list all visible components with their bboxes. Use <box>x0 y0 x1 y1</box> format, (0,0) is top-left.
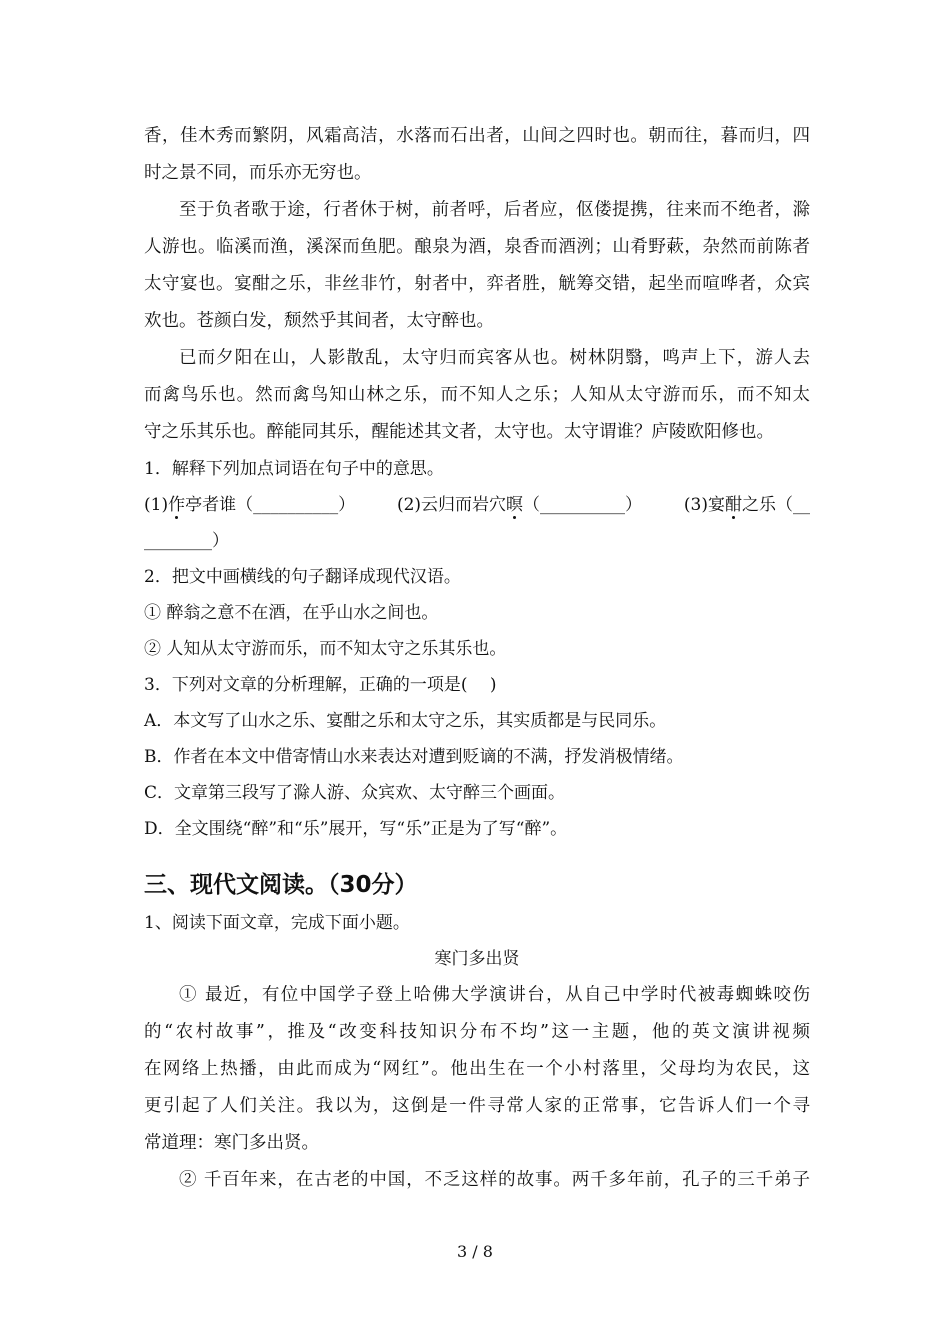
page-content <box>144 118 810 1199</box>
article-line: 常道理：寒门多出贤。 <box>144 1133 319 1153</box>
dotted-word: 暝 <box>506 495 524 515</box>
question-2-sentence-2: ② 人知从太守游而乐，而不知太守之乐其乐也。 <box>144 639 507 659</box>
item-text: (2)云归而岩穴 <box>396 495 507 515</box>
question-1-stem: 1．解释下列加点词语在句子中的意思。 <box>144 459 444 479</box>
dotted-word: 作 <box>168 495 186 515</box>
article-line: 的“农村故事”，推及“改变科技知识分布不均”这一主题，他的英文演讲视频 <box>144 1022 810 1042</box>
question-1-item-2 <box>397 487 642 523</box>
article-line: ② 千百年来，在古老的中国，不乏这样的故事。两千多年前，孔子的三千弟子 <box>179 1170 810 1190</box>
article-line: 更引起了人们关注。我以为，这倒是一件寻常人家的正常事，它告诉人们一个寻 <box>144 1096 810 1116</box>
section-title: 三、现代文阅读。（30分） <box>144 872 418 898</box>
passage-line: 而禽鸟乐也。然而禽鸟知山林之乐，而不知人之乐；人知从太守游而乐，而不知太 <box>144 385 810 405</box>
passage-line: 太守宴也。宴酣之乐，非丝非竹，射者中，弈者胜，觥筹交错，起坐而喧哗者，众宾 <box>144 274 810 294</box>
question-2-stem: 2．把文中画横线的句子翻译成现代汉语。 <box>144 567 461 587</box>
question-1-item-3 <box>684 487 810 523</box>
option-b: B．作者在本文中借寄情山水来表达对遭到贬谪的不满，抒发消极情绪。 <box>144 747 684 767</box>
page-number: 3 / 8 <box>457 1242 493 1261</box>
question-1-item-1 <box>144 487 355 523</box>
option-a: A．本文写了山水之乐、宴酣之乐和太守之乐，其实质都是与民同乐。 <box>144 711 667 731</box>
article-line: ① 最近，有位中国学子登上哈佛大学演讲台，从自己中学时代被毒蜘蛛咬伤 <box>179 985 810 1005</box>
option-d: D．全文围绕“醉”和“乐”展开，写“乐”正是为了写“醉”。 <box>144 819 568 839</box>
item-text: (3)宴 <box>683 495 725 515</box>
passage-line: 欢也。苍颜白发，颓然乎其间者，太守醉也。 <box>144 311 494 331</box>
question-2-sentence-1: ① 醉翁之意不在酒，在乎山水之间也。 <box>144 603 439 623</box>
section-instruction: 1、阅读下面文章，完成下面小题。 <box>144 913 410 933</box>
item-label: (1) <box>144 495 169 515</box>
option-c: C．文章第三段写了滁人游、众宾欢、太守醉三个画面。 <box>144 783 566 803</box>
article-line: 在网络上热播，由此而成为“网红”。他出生在一个小村落里，父母均为农民，这 <box>144 1059 810 1079</box>
passage-line: 已而夕阳在山，人影散乱，太守归而宾客从也。树林阴翳，鸣声上下，游人去 <box>179 348 810 368</box>
passage-line: 人游也。临溪而渔，溪深而鱼肥。酿泉为酒，泉香而酒洌；山肴野蔌，杂然而前陈者 <box>144 237 810 257</box>
article-title: 寒门多出贤 <box>434 949 520 969</box>
item-text: （__________） <box>523 495 643 515</box>
passage-line: 香，佳木秀而繁阴，风霜高洁，水落而石出者，山间之四时也。朝而往，暮而归，四 <box>144 126 810 146</box>
passage-line: 时之景不同，而乐亦无穷也。 <box>144 163 372 183</box>
passage-line: 守之乐其乐也。醉能同其乐，醒能述其文者，太守也。太守谓谁？庐陵欧阳修也。 <box>144 422 774 442</box>
item-text: 亭者谁（__________） <box>185 495 356 515</box>
passage-line: 至于负者歌于途，行者休于树，前者呼，后者应，伛偻提携，往来而不绝者，滁 <box>179 200 810 220</box>
question-3-stem: 3．下列对文章的分析理解，正确的一项是( ) <box>144 675 497 695</box>
dotted-word: 酣 <box>725 495 742 515</box>
question-1-items <box>144 487 810 523</box>
item-text: 之乐（__ <box>742 495 810 515</box>
question-1-item-3-cont: ________） <box>144 531 229 551</box>
